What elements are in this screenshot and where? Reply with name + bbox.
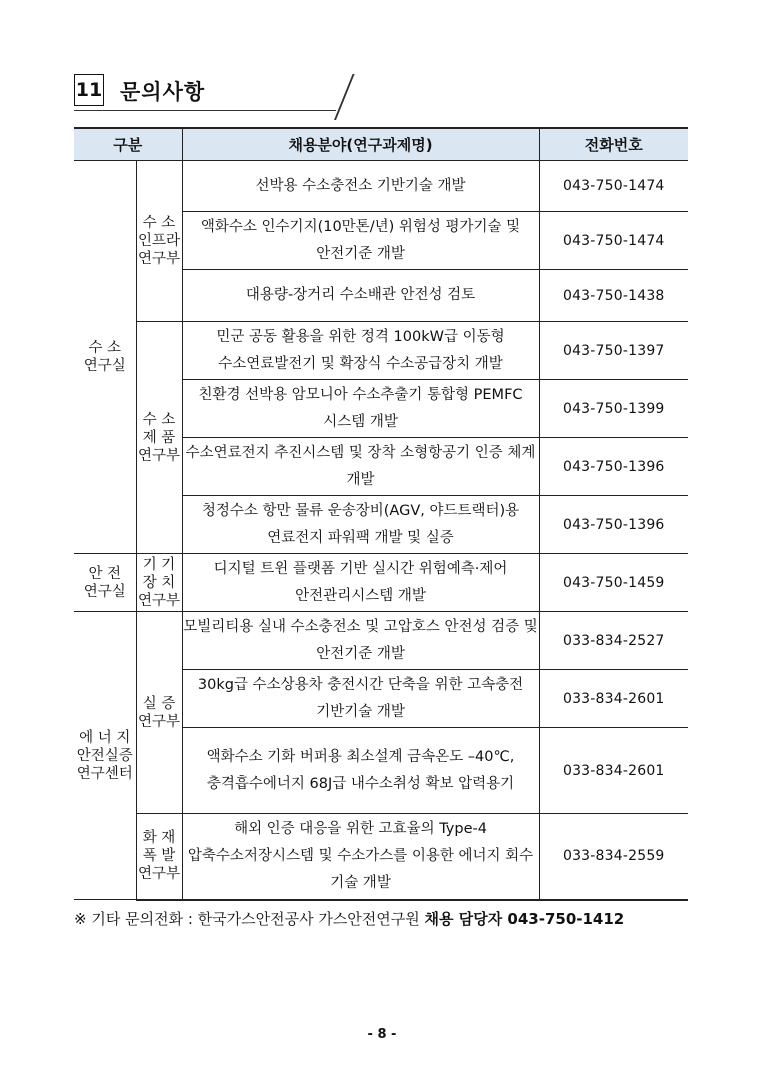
field-cell: 수소연료전지 추진시스템 및 장착 소형항공기 인증 체계 개발 — [182, 438, 539, 496]
phone-cell: 033-834-2601 — [539, 670, 688, 728]
phone-cell: 043-750-1396 — [539, 496, 688, 554]
dept-fire-explosion: 화 재 폭 발 연구부 — [136, 814, 182, 900]
dept-hydrogen-product: 수 소 제 품 연구부 — [136, 322, 182, 554]
phone-cell: 043-750-1474 — [539, 161, 688, 212]
table-row — [74, 322, 688, 380]
field-cell: 모빌리티용 실내 수소충전소 및 고압호스 안전성 검증 및 안전기준 개발 — [182, 612, 539, 670]
header-phone: 전화번호 — [539, 128, 688, 161]
phone-cell: 043-750-1396 — [539, 438, 688, 496]
phone-cell: 043-750-1399 — [539, 380, 688, 438]
group-energy-center: 에 너 지 안전실증 연구센터 — [74, 612, 136, 900]
field-cell: 민군 공동 활용을 위한 정격 100kW급 이동형 수소연료발전기 및 확장식 수소공급장치 개발 — [182, 322, 539, 380]
dept-hydrogen-infra: 수 소 인프라 연구부 — [136, 161, 182, 322]
group-safety-lab: 안 전 연구실 — [74, 554, 136, 612]
phone-cell: 043-750-1438 — [539, 270, 688, 322]
section-number: 11 — [74, 74, 104, 106]
header-category: 구분 — [74, 128, 182, 161]
dept-equipment: 기 기 장 치 연구부 — [136, 554, 182, 612]
note-contact: 채용 담당자 043-750-1412 — [424, 910, 625, 928]
inquiry-table — [74, 127, 688, 901]
field-cell: 액화수소 기화 버퍼용 최소설계 금속온도 –40℃, 충격흡수에너지 68J급 내수소취성 확보 압력용기 — [182, 728, 539, 814]
table-row — [74, 554, 688, 612]
table-row — [74, 161, 688, 212]
group-hydrogen-lab: 수 소 연구실 — [74, 161, 136, 554]
field-cell: 해외 인증 대응을 위한 고효율의 Type-4 압축수소저장시스템 및 수소가스를 이용한 에너지 회수 기술 개발 — [182, 814, 539, 900]
field-cell: 대용량-장거리 수소배관 안전성 검토 — [182, 270, 539, 322]
table-row — [74, 814, 688, 900]
phone-cell: 033-834-2601 — [539, 728, 688, 814]
contact-note — [74, 908, 624, 929]
header-field: 채용분야(연구과제명) — [182, 128, 539, 161]
field-cell: 친환경 선박용 암모니아 수소추출기 통합형 PEMFC 시스템 개발 — [182, 380, 539, 438]
table-row — [74, 612, 688, 670]
phone-cell: 043-750-1474 — [539, 212, 688, 270]
field-cell: 디지털 트윈 플랫폼 기반 실시간 위험예측·제어 안전관리시스템 개발 — [182, 554, 539, 612]
phone-cell: 033-834-2559 — [539, 814, 688, 900]
field-cell: 30kg급 수소상용차 충전시간 단축을 위한 고속충전 기반기술 개발 — [182, 670, 539, 728]
table-header-row — [74, 128, 688, 161]
note-prefix: ※ 기타 문의전화 : 한국가스안전공사 가스안전연구원 — [74, 910, 425, 928]
dept-demo: 실 증 연구부 — [136, 612, 182, 814]
section-header — [74, 74, 374, 114]
field-cell: 청정수소 항만 물류 운송장비(AGV, 야드트랙터)용 연료전지 파워팩 개발 및 실증 — [182, 496, 539, 554]
section-title: 문의사항 — [120, 80, 206, 104]
phone-cell: 033-834-2527 — [539, 612, 688, 670]
section-underline — [74, 110, 336, 111]
page-number: - 8 - — [367, 1027, 397, 1042]
field-cell: 선박용 수소충전소 기반기술 개발 — [182, 161, 539, 212]
field-cell: 액화수소 인수기지(10만톤/년) 위험성 평가기술 및 안전기준 개발 — [182, 212, 539, 270]
phone-cell: 043-750-1459 — [539, 554, 688, 612]
section-slash-decoration — [334, 74, 355, 120]
phone-cell: 043-750-1397 — [539, 322, 688, 380]
